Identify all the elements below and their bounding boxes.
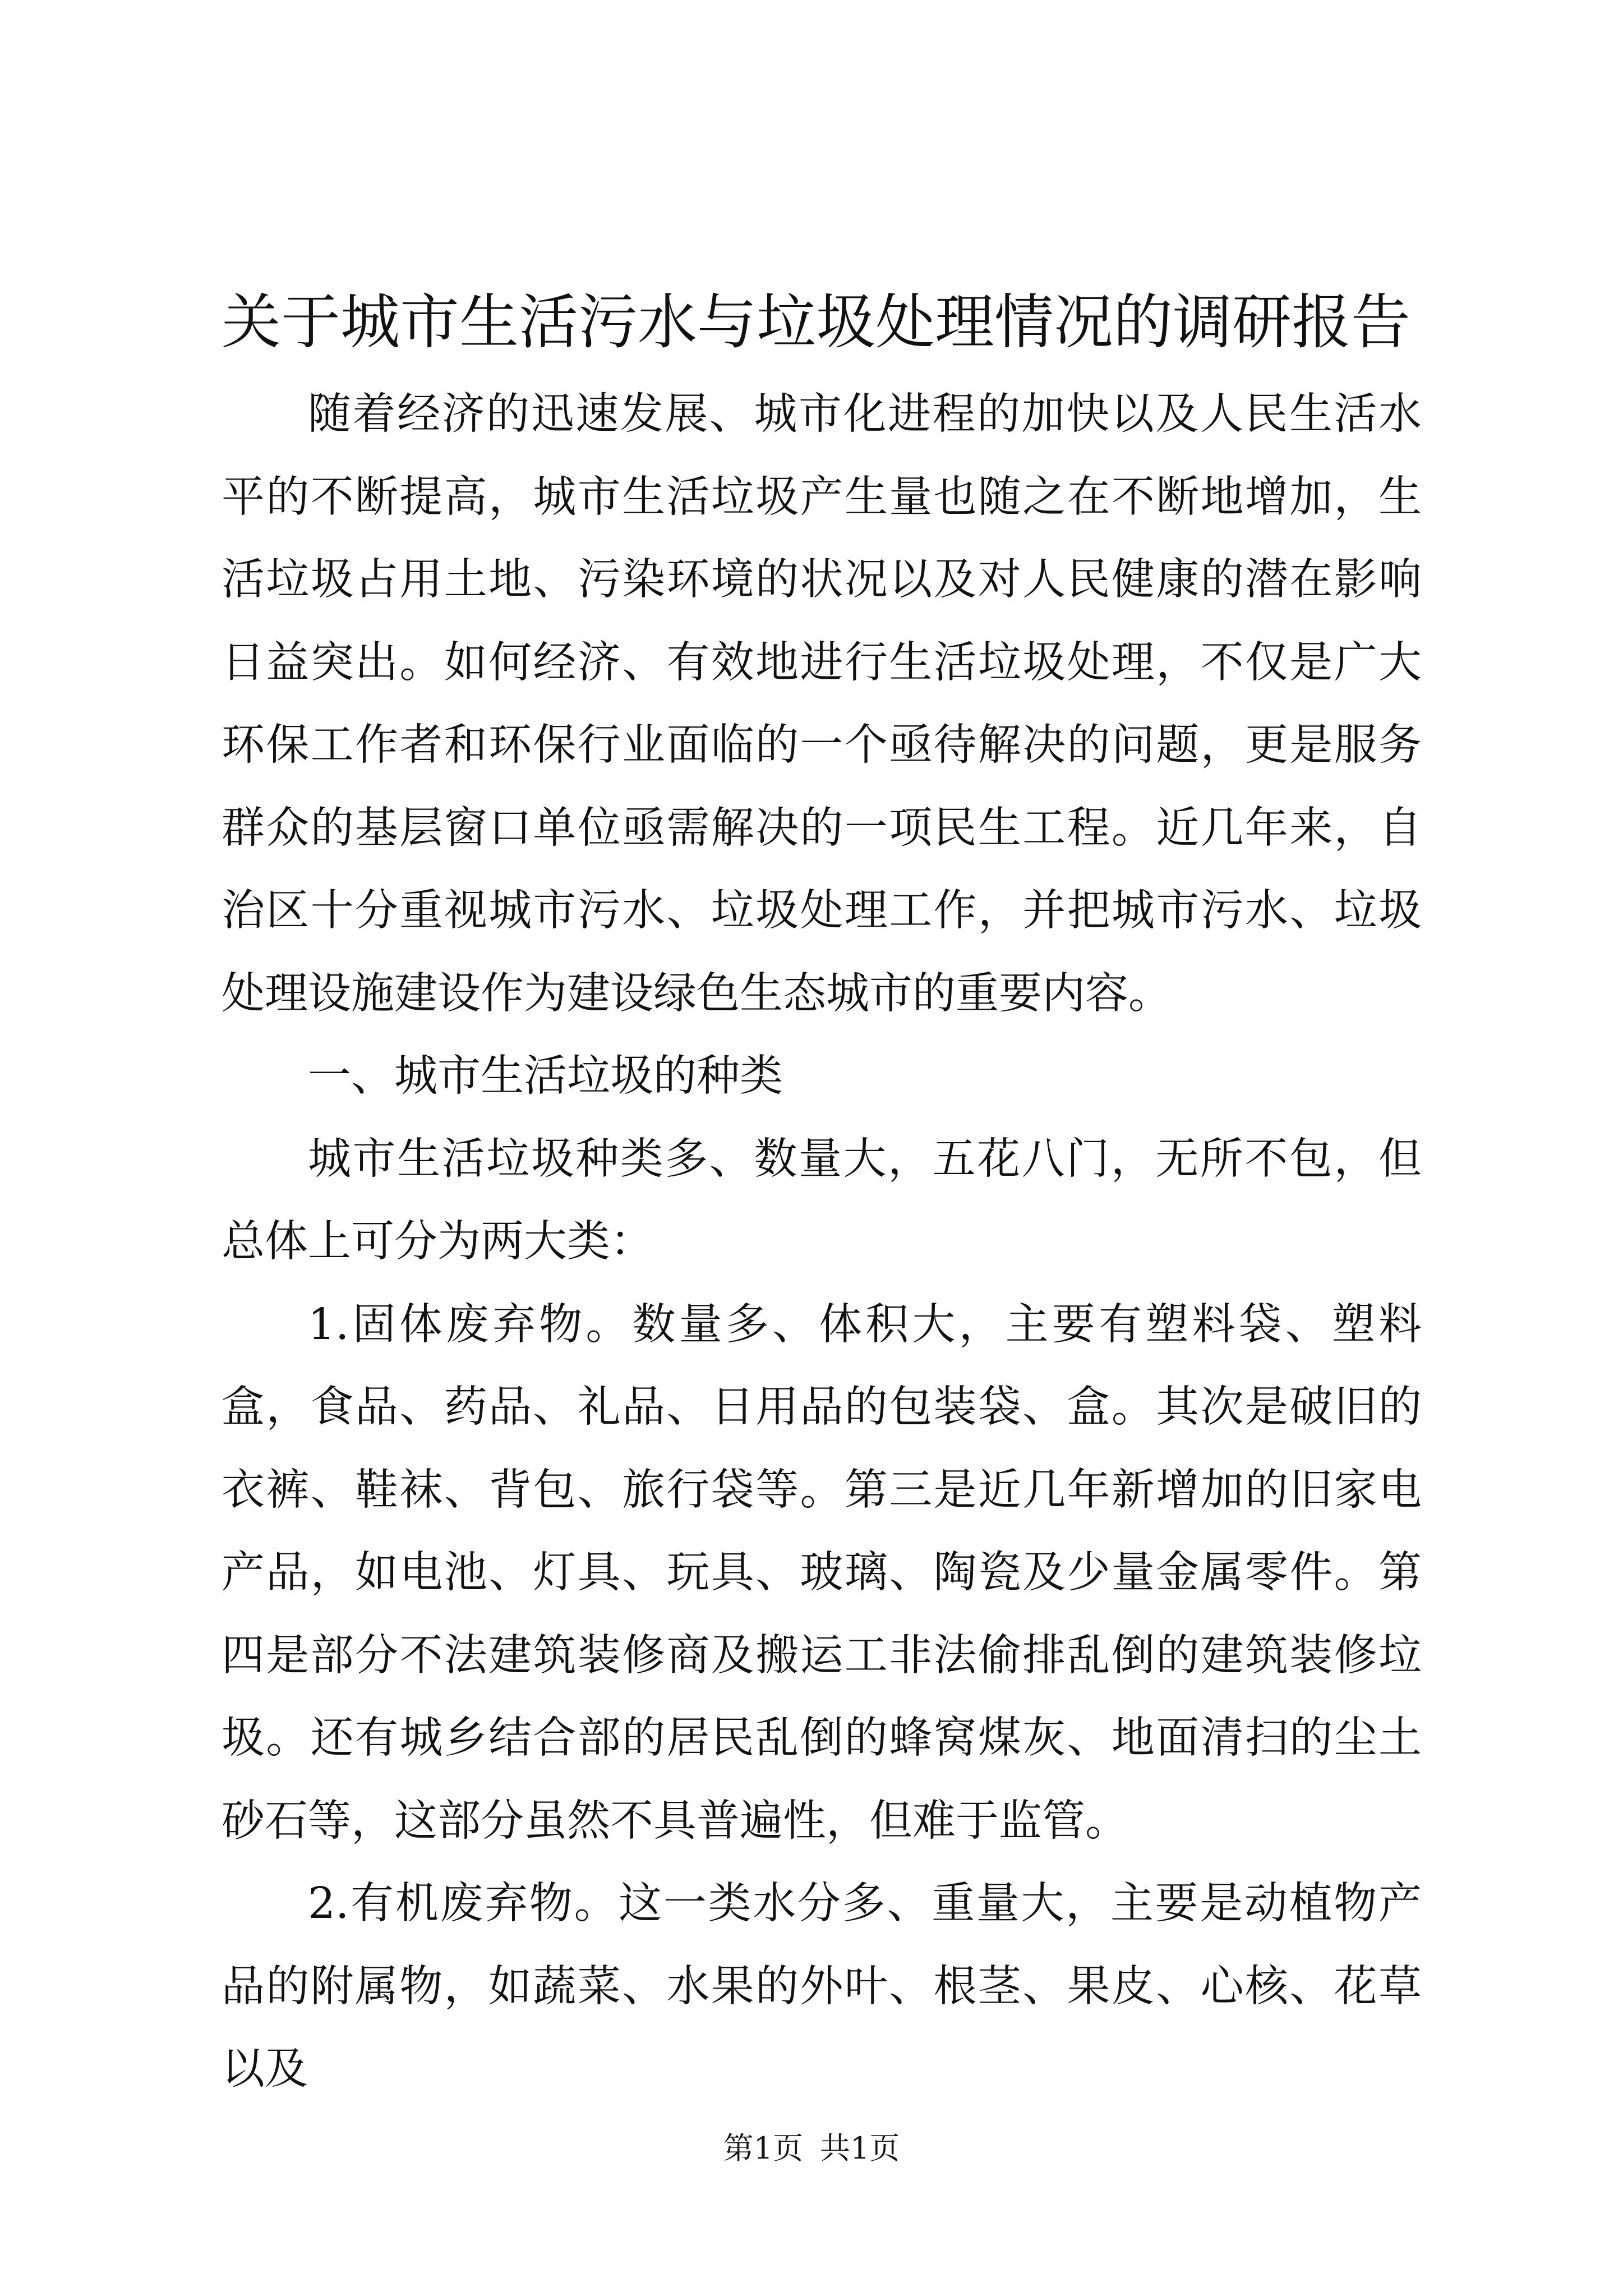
page-footer [0,2129,1623,2168]
document-title: 关于城市生活污水与垃圾处理情况的调研报告 [222,288,1410,357]
page-number: 第1页 [723,2131,803,2166]
paragraph-organic-waste: 2.有机废弃物。这一类水分多、重量大，主要是动植物产品的附属物，如蔬菜、水果的外叶、根茎、果皮、心核、花草以及 [222,1879,1422,2094]
paragraph-intro: 随着经济的迅速发展、城市化进程的加快以及人民生活水平的不断提高，城市生活垃圾产生量也随之在不断地增加，生活垃圾占用土地、污染环境的状况以及对人民健康的潜在影响日益突出。如何经济、有效地进行生活垃圾处理，不仅是广大环保工作者和环保行业面临的一个亟待解决的问题，更是服务群众的基层窗口单位亟需解决的一项民生工程。近几年来，自治区十分重视城市污水、垃圾处理工作，并把城市污水、垃圾处理设施建设作为建设绿色生态城市的重要内容。 [222,389,1422,1019]
paragraph-solid-waste: 1.固体废弃物。数量多、体积大，主要有塑料袋、塑料盒，食品、药品、礼品、日用品的包装袋、盒。其次是破旧的衣裤、鞋袜、背包、旅行袋等。第三是近几年新增加的旧家电产品，如电池、灯具、玩具、玻璃、陶瓷及少量金属零件。第四是部分不法建筑装修商及搬运工非法偷排乱倒的建筑装修垃圾。还有城乡结合部的居民乱倒的蜂窝煤灰、地面清扫的尘土砂石等，这部分虽然不具普遍性，但难于监管。 [222,1299,1422,1846]
section-heading-1: 一、城市生活垃圾的种类 [308,1051,783,1101]
paragraph-categories: 城市生活垃圾种类多、数量大，五花八门，无所不包，但总体上可分为两大类： [222,1134,1422,1267]
document-body [222,373,1422,2111]
page-total: 共1页 [820,2131,900,2166]
